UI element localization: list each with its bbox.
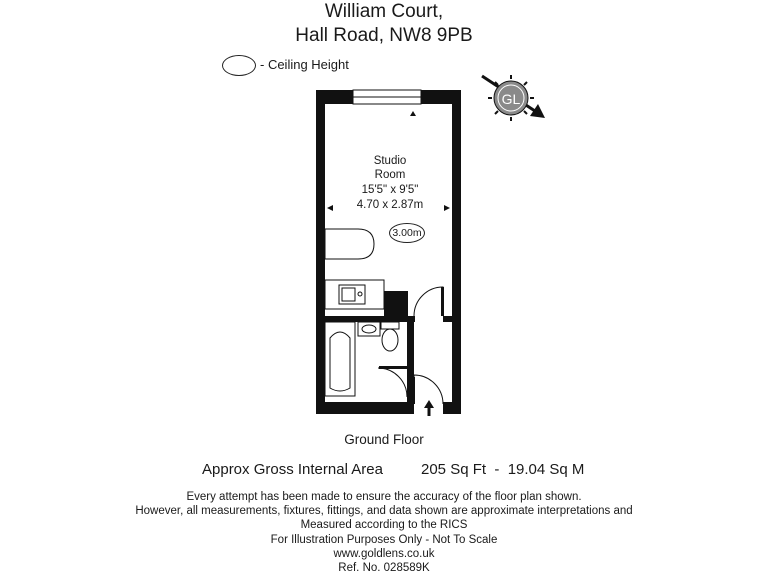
- window-arrow-marker: [410, 111, 416, 116]
- bathroom-door-swing: [378, 368, 407, 397]
- bathroom-door-leaf: [379, 366, 407, 369]
- disclaimer-line-4: For Illustration Purposes Only - Not To Scale: [270, 534, 498, 546]
- area-label: Approx Gross Internal Area: [202, 461, 383, 478]
- ceiling-height-badge: 3.00m: [389, 223, 425, 243]
- disclaimer-line-2: However, all measurements, fixtures, fittings, and data shown are approximate interpretations and: [135, 505, 633, 517]
- walls: [316, 90, 461, 414]
- room-name-line-1: Studio: [373, 155, 407, 167]
- wash-basin-icon: [358, 322, 380, 336]
- compass-logo-text: GL: [501, 91, 521, 107]
- room-name-line-2: Room: [374, 169, 406, 181]
- address-line-1: William Court,: [324, 1, 444, 22]
- front-door-swing: [414, 375, 443, 404]
- entry-door-swing: [414, 287, 443, 316]
- ceiling-height-legend-label: - Ceiling Height: [260, 57, 349, 72]
- room-dimensions-metric: 4.70 x 2.87m: [356, 199, 424, 211]
- entry-door-leaf: [441, 287, 444, 316]
- disclaimer-line-1: Every attempt has been made to ensure the accuracy of the floor plan shown.: [186, 491, 582, 503]
- sofa-bed-icon: [325, 229, 374, 259]
- toilet-icon: [381, 322, 399, 351]
- bathtub-icon: [325, 322, 355, 396]
- floor-label: Ground Floor: [344, 432, 424, 447]
- reference-number: Ref. No. 028589K: [338, 562, 430, 574]
- room-dimensions-imperial: 15'5" x 9'5": [361, 184, 419, 196]
- address-line-2: Hall Road, NW8 9PB: [295, 25, 473, 46]
- entrance-arrow-icon: [424, 400, 434, 416]
- front-door-leaf: [413, 377, 415, 404]
- website-link[interactable]: www.goldlens.co.uk: [333, 548, 435, 560]
- window: [353, 90, 421, 104]
- disclaimer-line-3: Measured according to the RICS: [300, 519, 468, 531]
- area-value: 205 Sq Ft - 19.04 Sq M: [421, 461, 585, 478]
- kitchen-sink-icon: [339, 285, 365, 304]
